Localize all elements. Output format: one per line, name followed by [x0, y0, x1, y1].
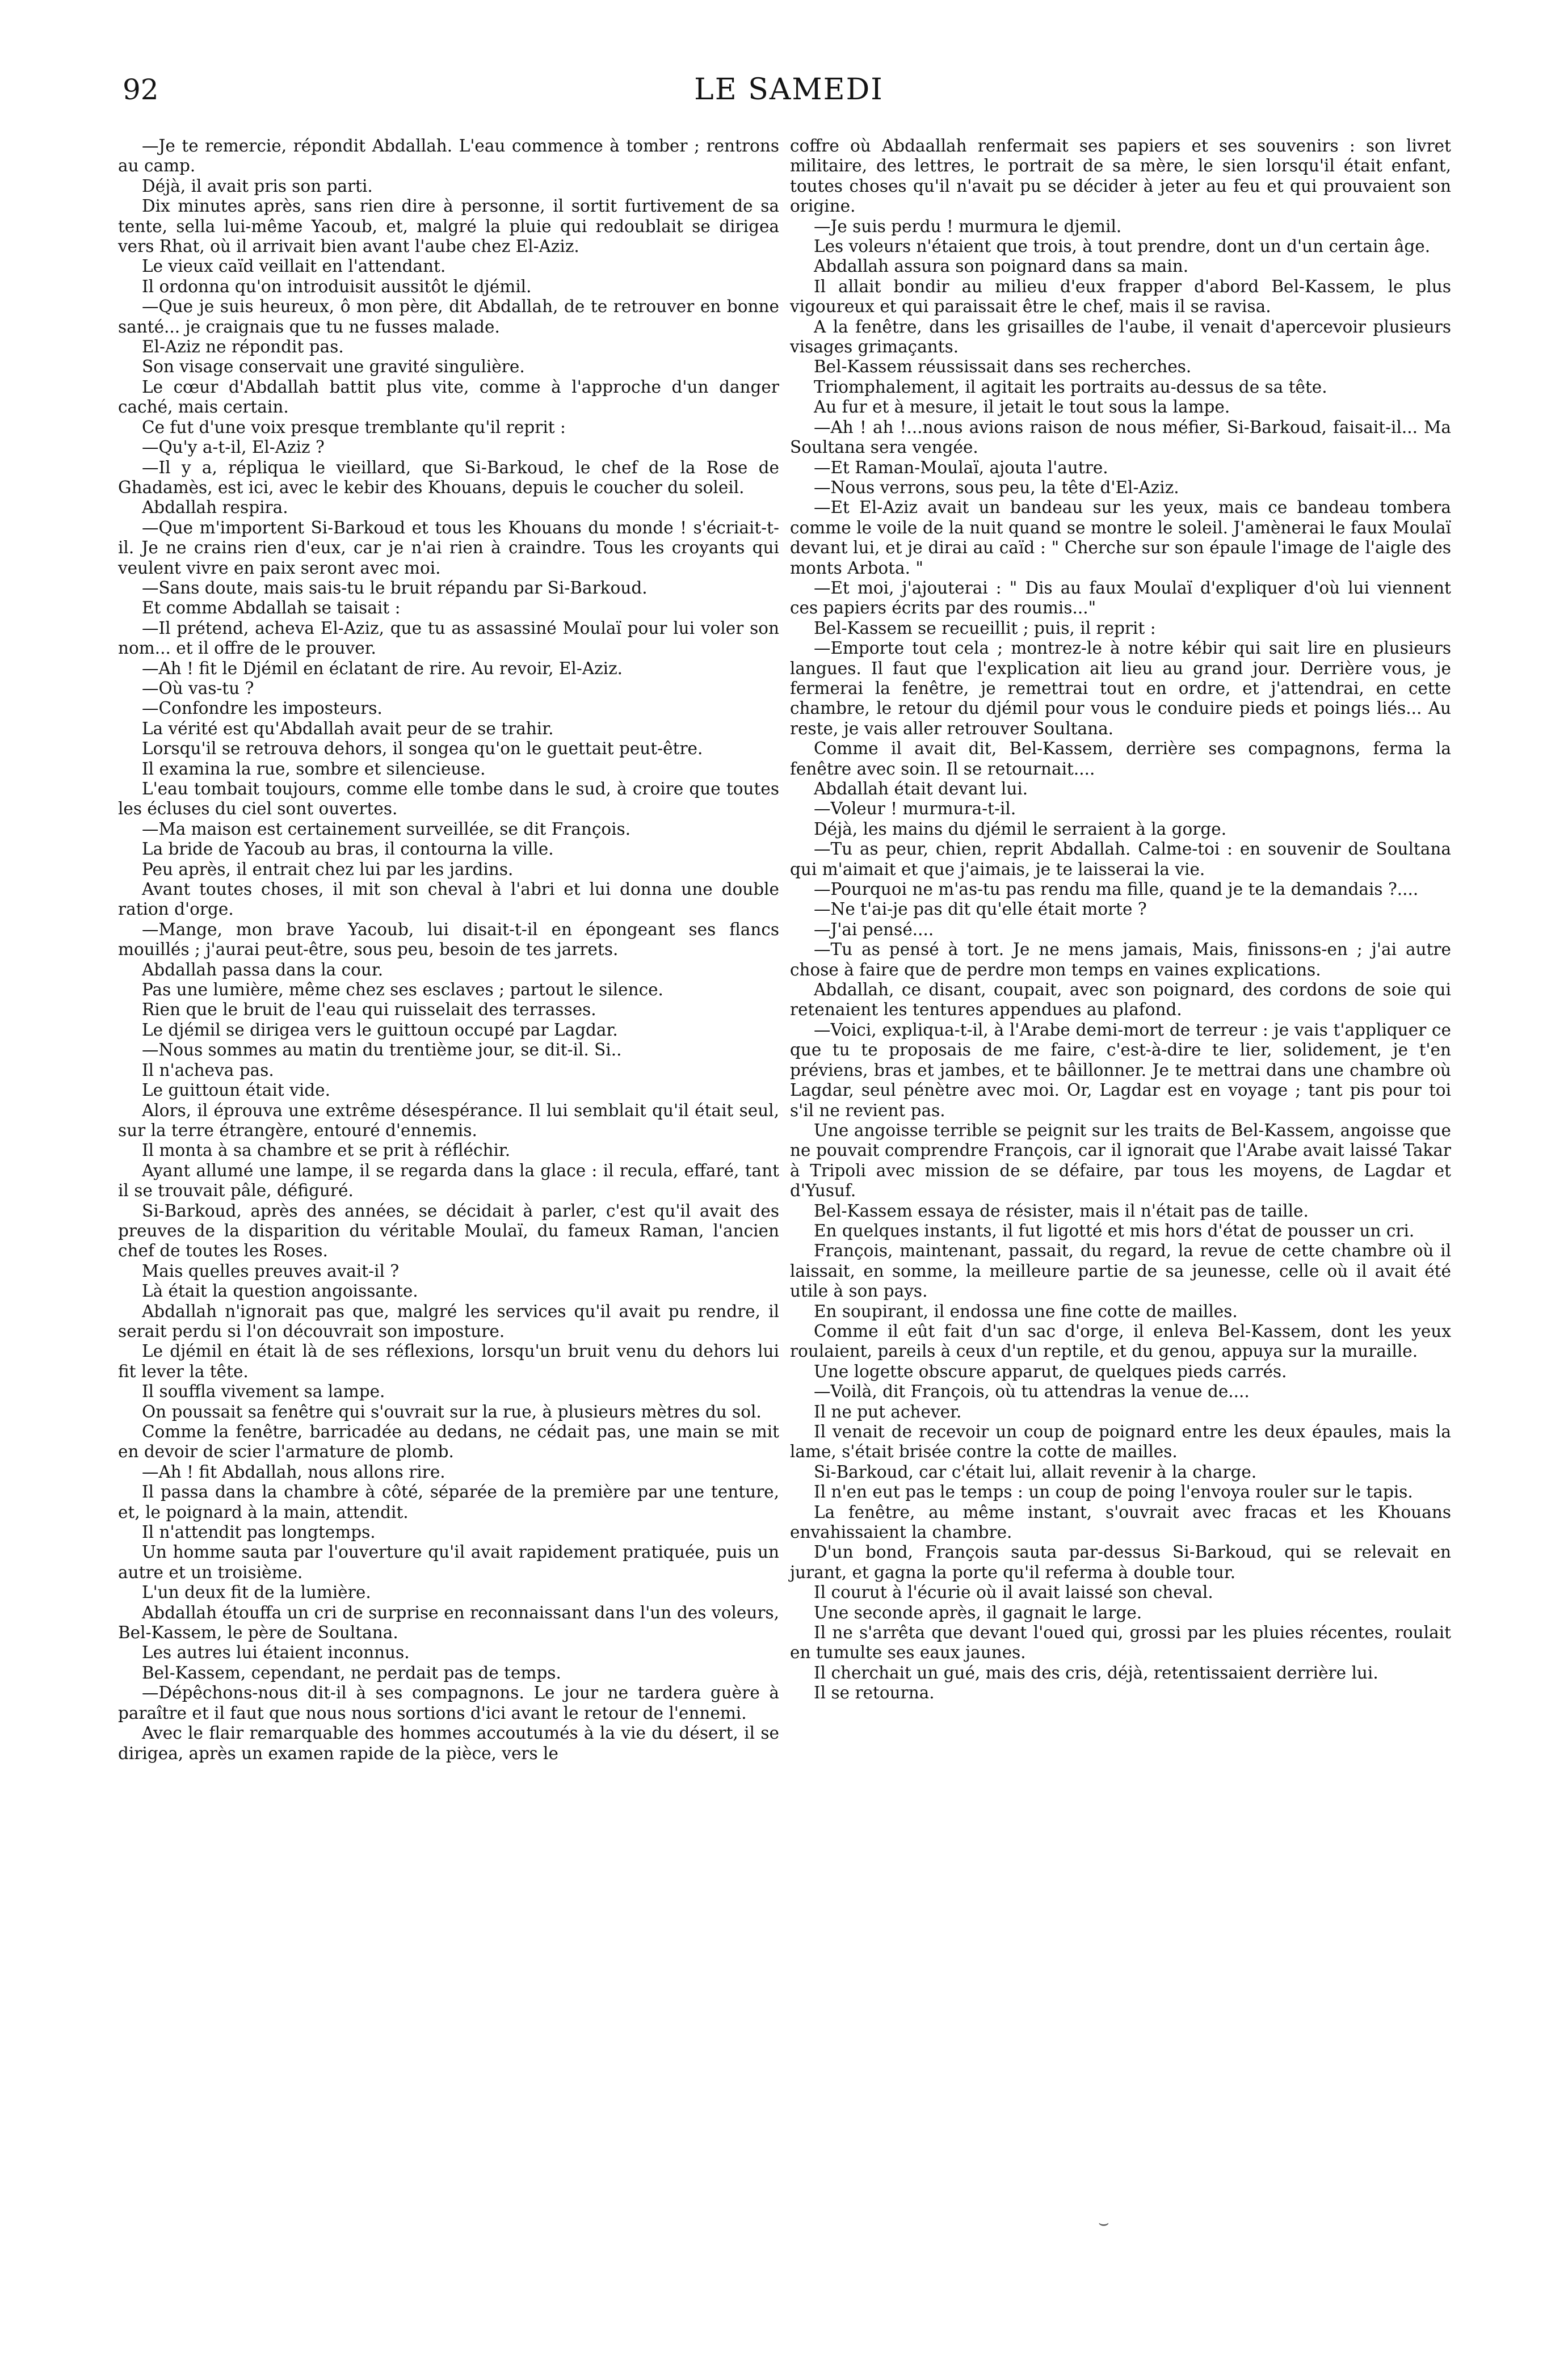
paragraph: A la fenêtre, dans les grisailles de l'aube, il venait d'apercevoir plusieurs visages grimaçants.	[790, 317, 1451, 357]
paragraph: Bel-Kassem essaya de résister, mais il n'était pas de taille.	[814, 1201, 1309, 1221]
paragraph: —Où vas-tu ?	[142, 678, 254, 698]
paragraph: Comme il avait dit, Bel-Kassem, derrière ses compagnons, ferma la fenêtre avec soin. Il se retournait....	[790, 739, 1451, 779]
paragraph: Ayant allumé une lampe, il se regarda dans la glace : il recula, effaré, tant il se trouvait pâle, défiguré.	[118, 1160, 779, 1201]
running-title: LE SAMEDI	[694, 73, 884, 107]
paragraph: coffre où Abdaallah renfermait ses papiers et ses souvenirs : son livret militaire, des lettres, le portrait de sa mère, le sien lorsqu'il était enfant, toutes choses qu'il n'avait pu se décider à jeter au feu et qui prouvaient son origine.	[790, 136, 1451, 216]
paragraph: —Je te remercie, répondit Abdallah. L'eau commence à tomber ; rentrons au camp.	[118, 136, 779, 176]
paragraph: Une angoisse terrible se peignit sur les traits de Bel-Kassem, angoisse que ne pouvait comprendre François, car il ignorait que l'Arabe avait laissé Takar à Tripoli avec mission de se défaire, par tous les moyens, de Lagdar et d'Yusuf.	[790, 1120, 1451, 1201]
paragraph: Avant toutes choses, il mit son cheval à l'abri et lui donna une double ration d'orge.	[118, 880, 779, 919]
paragraph: Il venait de recevoir un coup de poignard entre les deux épaules, mais la lame, s'était brisée contre la cotte de mailles.	[790, 1422, 1451, 1462]
paragraph: Il ne s'arrêta que devant l'oued qui, grossi par les pluies récentes, roulait en tumulte ses eaux jaunes.	[790, 1623, 1451, 1663]
paragraph: —Mange, mon brave Yacoub, lui disait-t-il en épongeant ses flancs mouillés ; j'aurai peut-être, sous peu, besoin de tes jarrets.	[118, 919, 779, 960]
paragraph: Une seconde après, il gagnait le large.	[814, 1602, 1142, 1622]
paragraph: Alors, il éprouva une extrême désespérance. Il lui semblait qu'il était seul, sur la terre étrangère, entouré d'ennemis.	[118, 1100, 779, 1140]
paragraph: Abdallah, ce disant, coupait, avec son poignard, des cordons de soie qui retenaient les tentures appendues au plafond.	[790, 980, 1451, 1020]
paragraph: —Il prétend, acheva El-Aziz, que tu as assassiné Moulaï pour lui voler son nom... et il offre de le prouver.	[118, 618, 779, 658]
paragraph: On poussait sa fenêtre qui s'ouvrait sur la rue, à plusieurs mètres du sol.	[142, 1402, 762, 1421]
paragraph: —Dépêchons-nous dit-il à ses compagnons. Le jour ne tardera guère à paraître et il faut que nous nous sortions d'ici avant le retour de l'ennemi.	[118, 1683, 779, 1723]
right-column	[790, 136, 1451, 1703]
paragraph: Le djémil se dirigea vers le guittoun occupé par Lagdar.	[142, 1020, 618, 1040]
paragraph: Si-Barkoud, car c'était lui, allait revenir à la charge.	[814, 1462, 1257, 1482]
paragraph: —Il y a, répliqua le vieillard, que Si-Barkoud, le chef de la Rose de Ghadamès, est ici, avec le kebir des Khouans, depuis le coucher du soleil.	[118, 457, 779, 497]
paragraph: —Je suis perdu ! murmura le djemil.	[814, 216, 1122, 236]
paragraph: Il souffla vivement sa lampe.	[142, 1382, 385, 1402]
paragraph: —Voici, expliqua-t-il, à l'Arabe demi-mort de terreur : je vais t'appliquer ce que tu te proposais de me faire, c'est-à-dire te lier, solidement, je t'en préviens, bras et jambes, et te bâillonner. Je te mettrai dans une chambre où Lagdar, seul pénètre avec moi. Or, Lagdar est en voyage ; tant pis pour toi s'il ne revient pas.	[790, 1020, 1451, 1120]
paragraph: Abdallah assura son poignard dans sa main.	[814, 256, 1189, 276]
paragraph: La vérité est qu'Abdallah avait peur de se trahir.	[142, 718, 554, 738]
paragraph: L'eau tombait toujours, comme elle tombe dans le sud, à croire que toutes les écluses du ciel sont ouvertes.	[118, 779, 779, 819]
paragraph: —Et moi, j'ajouterai : " Dis au faux Moulaï d'expliquer d'où lui viennent ces papiers écrits par des roumis..."	[790, 578, 1451, 618]
paragraph: Si-Barkoud, après des années, se décidait à parler, c'est qu'il avait des preuves de la disparition du véritable Moulaï, du fameux Raman, l'ancien chef de toutes les Roses.	[118, 1201, 779, 1261]
paragraph: Pas une lumière, même chez ses esclaves ; partout le silence.	[142, 980, 663, 1000]
paragraph: Abdallah passa dans la cour.	[142, 960, 384, 979]
paragraph: Bel-Kassem se recueillit ; puis, il reprit :	[814, 618, 1156, 638]
paragraph: Triomphalement, il agitait les portraits au-dessus de sa tête.	[814, 377, 1327, 397]
paragraph: Là était la question angoissante.	[142, 1281, 418, 1301]
paragraph: —Tu as pensé à tort. Je ne mens jamais, Mais, finissons-en ; j'ai autre chose à faire que de perdre mon temps en vaines explications.	[790, 940, 1451, 979]
paragraph: —Emporte tout cela ; montrez-le à notre kébir qui sait lire en plusieurs langues. Il faut que l'explication ait lieu au grand jour. Derrière vous, je fermerai la fenêtre, je remettrai tout en ordre, et j'attendrai, en cette chambre, le retour du djémil pour vous le conduire pieds et poings liés... Au reste, je vais aller retrouver Soultana.	[790, 638, 1451, 738]
paragraph: Il courut à l'écurie où il avait laissé son cheval.	[814, 1583, 1213, 1602]
paragraph: Il allait bondir au milieu d'eux frapper d'abord Bel-Kassem, le plus vigoureux et qui paraissait être le chef, mais il se ravisa.	[790, 276, 1451, 317]
paragraph: Un homme sauta par l'ouverture qu'il avait rapidement pratiquée, puis un autre et un troisième.	[118, 1542, 779, 1582]
end-mark: ⌣	[1098, 2213, 1109, 2233]
paragraph: —Qu'y a-t-il, El-Aziz ?	[142, 438, 325, 457]
paragraph: Dix minutes après, sans rien dire à personne, il sortit furtivement de sa tente, sella lui-même Yacoub, et, malgré la pluie qui redoublait se dirigea vers Rhat, où il arrivait bien avant l'aube chez El-Aziz.	[118, 196, 779, 256]
page-number: 92	[123, 73, 159, 106]
paragraph: Il ne put achever.	[814, 1402, 962, 1421]
paragraph: —Voilà, dit François, où tu attendras la venue de....	[814, 1382, 1250, 1402]
paragraph: Ce fut d'une voix presque tremblante qu'il reprit :	[142, 417, 566, 437]
paragraph: —Sans doute, mais sais-tu le bruit répandu par Si-Barkoud.	[142, 578, 648, 598]
paragraph: —Ah ! fit Abdallah, nous allons rire.	[142, 1462, 445, 1482]
left-column	[118, 136, 779, 1764]
paragraph: Peu après, il entrait chez lui par les jardins.	[142, 859, 514, 879]
paragraph: Rien que le bruit de l'eau qui ruisselait des terrasses.	[142, 1000, 596, 1020]
paragraph: Abdallah étouffa un cri de surprise en reconnaissant dans l'un des voleurs, Bel-Kassem, le père de Soultana.	[118, 1602, 779, 1643]
paragraph: Il n'en eut pas le temps : un coup de poing l'envoya rouler sur le tapis.	[814, 1482, 1413, 1502]
paragraph: Il passa dans la chambre à côté, séparée de la première par une tenture, et, le poignard à la main, attendit.	[118, 1482, 779, 1522]
paragraph: Le guittoun était vide.	[142, 1080, 330, 1100]
paragraph: Les autres lui étaient inconnus.	[142, 1643, 410, 1663]
paragraph: Bel-Kassem, cependant, ne perdait pas de temps.	[142, 1663, 561, 1682]
paragraph: D'un bond, François sauta par-dessus Si-Barkoud, qui se relevait en jurant, et gagna la porte qu'il referma à double tour.	[790, 1542, 1451, 1582]
paragraph: Il cherchait un gué, mais des cris, déjà, retentissaient derrière lui.	[814, 1663, 1378, 1682]
paragraph: La fenêtre, au même instant, s'ouvrait avec fracas et les Khouans envahissaient la chambre.	[790, 1502, 1451, 1542]
paragraph: Déjà, les mains du djémil le serraient à la gorge.	[814, 819, 1227, 839]
paragraph: Abdallah n'ignorait pas que, malgré les services qu'il avait pu rendre, il serait perdu si l'on découvrait son imposture.	[118, 1301, 779, 1341]
paragraph: Au fur et à mesure, il jetait le tout sous la lampe.	[814, 397, 1230, 417]
paragraph: El-Aziz ne répondit pas.	[142, 337, 344, 357]
paragraph: —Ah ! ah !...nous avions raison de nous méfier, Si-Barkoud, faisait-il... Ma Soultana sera vengée.	[790, 417, 1451, 457]
paragraph: —Que je suis heureux, ô mon père, dit Abdallah, de te retrouver en bonne santé... je craignais que tu ne fusses malade.	[118, 297, 779, 336]
paragraph: Déjà, il avait pris son parti.	[142, 176, 373, 196]
paragraph: Mais quelles preuves avait-il ?	[142, 1261, 400, 1281]
paragraph: —Et Raman-Moulaï, ajouta l'autre.	[814, 457, 1108, 477]
paragraph: —Ne t'ai-je pas dit qu'elle était morte ?	[814, 899, 1147, 919]
paragraph: —Tu as peur, chien, reprit Abdallah. Calme-toi : en souvenir de Soultana qui m'aimait et que j'aimais, je te laisserai la vie.	[790, 839, 1451, 879]
paragraph: François, maintenant, passait, du regard, la revue de cette chambre où il laissait, en somme, la meilleure partie de sa jeunesse, celle où il avait été utile à son pays.	[790, 1241, 1451, 1301]
paragraph: Le vieux caïd veillait en l'attendant.	[142, 256, 446, 276]
paragraph: Il monta à sa chambre et se prit à réfléchir.	[142, 1141, 511, 1160]
paragraph: —Confondre les imposteurs.	[142, 699, 382, 718]
paragraph: —Nous sommes au matin du trentième jour, se dit-il. Si..	[142, 1040, 622, 1060]
paragraph: —Ma maison est certainement surveillée, se dit François.	[142, 819, 631, 839]
paragraph: Lorsqu'il se retrouva dehors, il songea qu'on le guettait peut-être.	[142, 739, 703, 759]
paragraph: La bride de Yacoub au bras, il contourna la ville.	[142, 839, 554, 859]
paragraph: Comme la fenêtre, barricadée au dedans, ne cédait pas, une main se mit en devoir de scier l'armature de plomb.	[118, 1422, 779, 1462]
paragraph: L'un deux fit de la lumière.	[142, 1583, 371, 1602]
paragraph: —Ah ! fit le Djémil en éclatant de rire. Au revoir, El-Aziz.	[142, 658, 623, 678]
paragraph: Il n'acheva pas.	[142, 1060, 274, 1080]
paragraph: Il n'attendit pas longtemps.	[142, 1522, 376, 1542]
paragraph: Avec le flair remarquable des hommes accoutumés à la vie du désert, il se dirigea, après un examen rapide de la pièce, vers le	[118, 1723, 779, 1763]
paragraph: En soupirant, il endossa une fine cotte de mailles.	[814, 1301, 1238, 1321]
paragraph: Bel-Kassem réussissait dans ses recherches.	[814, 357, 1192, 377]
paragraph: Et comme Abdallah se taisait :	[142, 598, 401, 618]
paragraph: Le cœur d'Abdallah battit plus vite, comme à l'approche d'un danger caché, mais certain.	[118, 377, 779, 417]
paragraph: Les voleurs n'étaient que trois, à tout prendre, dont un d'un certain âge.	[814, 237, 1431, 256]
paragraph: Abdallah était devant lui.	[814, 779, 1028, 798]
paragraph: Il ordonna qu'on introduisit aussitôt le djémil.	[142, 276, 532, 296]
paragraph: —Voleur ! murmura-t-il.	[814, 799, 1016, 819]
paragraph: En quelques instants, il fut ligotté et mis hors d'état de pousser un cri.	[814, 1221, 1415, 1240]
paragraph: —Nous verrons, sous peu, la tête d'El-Aziz.	[814, 477, 1179, 497]
paragraph: Le djémil en était là de ses réflexions, lorsqu'un bruit venu du dehors lui fit lever la tête.	[118, 1341, 779, 1381]
paragraph: Comme il eût fait d'un sac d'orge, il enleva Bel-Kassem, dont les yeux roulaient, pareils à ceux d'un reptile, et du genou, appuya sur la muraille.	[790, 1321, 1451, 1361]
paragraph: —Et El-Aziz avait un bandeau sur les yeux, mais ce bandeau tombera comme le voile de la nuit quand se montre le soleil. J'amènerai le faux Moulaï devant lui, et je dirai au caïd : " Cherche sur son épaule l'image de l'aigle des monts Arbota. "	[790, 498, 1451, 578]
paragraph: —Que m'importent Si-Barkoud et tous les Khouans du monde ! s'écriait-t-il. Je ne crains rien d'eux, car je n'ai rien à craindre. Tous les croyants qui veulent vivre en paix seront avec moi.	[118, 518, 779, 578]
paragraph: Abdallah respira.	[142, 498, 288, 518]
paragraph: Il se retourna.	[814, 1683, 935, 1703]
paragraph: —Pourquoi ne m'as-tu pas rendu ma fille, quand je te la demandais ?....	[814, 880, 1419, 899]
paragraph: —J'ai pensé....	[814, 919, 934, 939]
paragraph: Une logette obscure apparut, de quelques pieds carrés.	[814, 1361, 1287, 1381]
paragraph: Il examina la rue, sombre et silencieuse.	[142, 759, 486, 779]
paragraph: Son visage conservait une gravité singulière.	[142, 357, 525, 377]
page-header	[102, 67, 1475, 112]
